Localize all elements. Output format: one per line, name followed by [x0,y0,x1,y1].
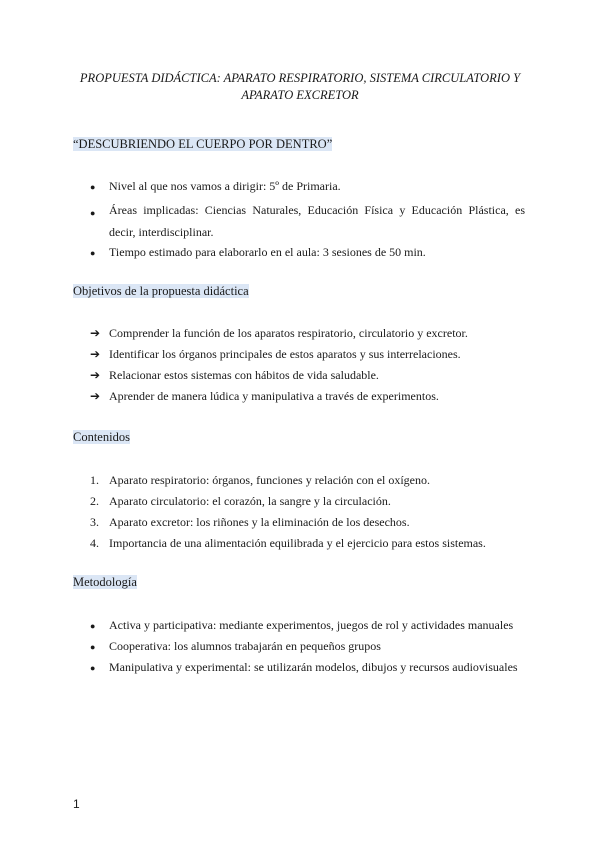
title-line-1: PROPUESTA DIDÁCTICA: APARATO RESPIRATORIO, SISTEMA CIRCULATORIO Y [79,71,521,85]
bullet-icon: ● [90,248,96,258]
list-item: ● Nivel al que nos vamos a dirigir: 5º de Primaria. [73,177,525,199]
list-item: 2. Aparato circulatorio: el corazón, la sangre y la circulación. [73,491,525,512]
arrow-right-icon: ➔ [90,326,101,340]
section-heading-objetivos: Objetivos de la propuesta didáctica [73,284,249,298]
objetivos-list [73,323,525,407]
list-item: 3. Aparato excretor: los riñones y la eliminación de los desechos. [73,512,525,533]
list-item: ● Cooperativa: los alumnos trabajarán en pequeños grupos [73,636,525,657]
contenidos-list [73,470,525,554]
bullet-icon: ● [90,182,96,192]
list-item: ➔ Identificar los órganos principales de estos aparatos y sus interrelaciones. [73,344,525,365]
arrow-right-icon: ➔ [90,389,101,403]
list-number: 2. [90,494,99,508]
subtitle [73,136,332,152]
bullet-icon: ● [90,663,96,673]
subtitle-text: “DESCUBRIENDO EL CUERPO POR DENTRO” [73,137,333,151]
list-item: ● Manipulativa y experimental: se utilizarán modelos, dibujos y recursos audiovisuales [73,657,525,678]
list-number: 4. [90,536,99,550]
bullet-icon: ● [90,621,96,631]
list-item: ➔ Aprender de manera lúdica y manipulativa a través de experimentos. [73,386,525,407]
title-line-2: APARATO EXCRETOR [241,88,359,102]
list-number: 1. [90,473,99,487]
list-number: 3. [90,515,99,529]
list-item: ➔ Comprender la función de los aparatos respiratorio, circulatorio y excretor. [73,323,525,344]
arrow-right-icon: ➔ [90,368,101,382]
section-heading-contenidos: Contenidos [73,430,130,444]
list-item: 1. Aparato respiratorio: órganos, funciones y relación con el oxígeno. [73,470,525,491]
bullet-icon: ● [90,642,96,652]
metodologia-list [73,615,525,678]
list-item: ● Activa y participativa: mediante experimentos, juegos de rol y actividades manuales [73,615,525,636]
document-title [60,70,540,104]
arrow-right-icon: ➔ [90,347,101,361]
page-number: 1 [73,797,80,811]
bullet-icon: ● [90,208,96,218]
info-list [73,177,525,265]
list-item: 4. Importancia de una alimentación equilibrada y el ejercicio para estos sistemas. [73,533,525,554]
section-heading-metodologia: Metodología [73,575,137,589]
list-item: ● Tiempo estimado para elaborarlo en el aula: 3 sesiones de 50 min. [73,243,525,265]
list-item: ➔ Relacionar estos sistemas con hábitos de vida saludable. [73,365,525,386]
list-item: ● Áreas implicadas: Ciencias Naturales, Educación Física y Educación Plástica, es decir, interdisciplinar. [90,203,525,239]
